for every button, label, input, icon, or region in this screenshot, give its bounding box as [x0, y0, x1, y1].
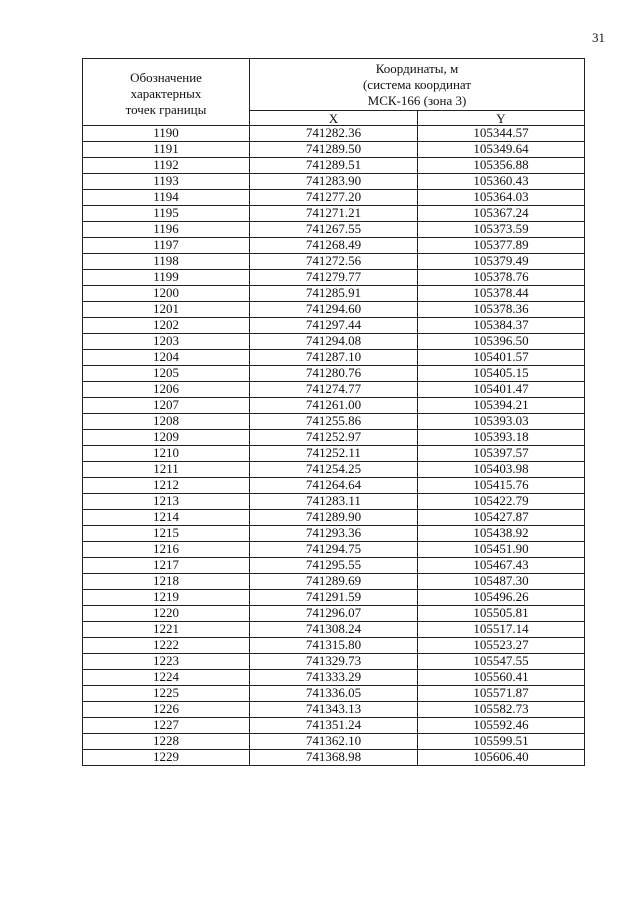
y-coordinate-cell: 105427.87 [418, 510, 585, 526]
x-coordinate-cell: 741252.97 [250, 430, 418, 446]
x-coordinate-cell: 741255.86 [250, 414, 418, 430]
x-coordinate-cell: 741294.08 [250, 334, 418, 350]
y-coordinate-cell: 105438.92 [418, 526, 585, 542]
point-id-cell: 1213 [83, 494, 250, 510]
table-row [83, 734, 585, 750]
x-coordinate-cell: 741296.07 [250, 606, 418, 622]
table-row [83, 302, 585, 318]
x-coordinate-cell: 741362.10 [250, 734, 418, 750]
x-coordinate-cell: 741289.51 [250, 158, 418, 174]
table-row [83, 126, 585, 142]
table-row [83, 622, 585, 638]
y-coordinate-cell: 105560.41 [418, 670, 585, 686]
point-id-cell: 1222 [83, 638, 250, 654]
table-row [83, 558, 585, 574]
point-header-line-2: характерных [130, 86, 202, 101]
table-row [83, 446, 585, 462]
y-coordinate-cell: 105487.30 [418, 574, 585, 590]
table-row [83, 430, 585, 446]
coordinates-table [82, 58, 585, 766]
point-id-cell: 1193 [83, 174, 250, 190]
point-id-cell: 1228 [83, 734, 250, 750]
table-body [83, 126, 585, 766]
y-coordinate-cell: 105378.44 [418, 286, 585, 302]
point-id-cell: 1208 [83, 414, 250, 430]
y-coordinate-cell: 105393.03 [418, 414, 585, 430]
x-coordinate-cell: 741308.24 [250, 622, 418, 638]
table-row [83, 574, 585, 590]
x-coordinate-cell: 741277.20 [250, 190, 418, 206]
x-column-header: X [250, 111, 418, 126]
x-coordinate-cell: 741351.24 [250, 718, 418, 734]
x-coordinate-cell: 741297.44 [250, 318, 418, 334]
y-coordinate-cell: 105523.27 [418, 638, 585, 654]
point-id-cell: 1200 [83, 286, 250, 302]
table-row [83, 238, 585, 254]
table-row [83, 222, 585, 238]
x-coordinate-cell: 741279.77 [250, 270, 418, 286]
table-row [83, 398, 585, 414]
point-id-cell: 1210 [83, 446, 250, 462]
y-coordinate-cell: 105349.64 [418, 142, 585, 158]
x-coordinate-cell: 741329.73 [250, 654, 418, 670]
x-coordinate-cell: 741336.05 [250, 686, 418, 702]
point-id-cell: 1223 [83, 654, 250, 670]
point-id-cell: 1204 [83, 350, 250, 366]
point-id-cell: 1211 [83, 462, 250, 478]
x-coordinate-cell: 741282.36 [250, 126, 418, 142]
point-id-cell: 1209 [83, 430, 250, 446]
y-coordinate-cell: 105582.73 [418, 702, 585, 718]
table-row [83, 382, 585, 398]
table-row [83, 638, 585, 654]
table-row [83, 702, 585, 718]
point-id-cell: 1215 [83, 526, 250, 542]
point-id-cell: 1217 [83, 558, 250, 574]
table-row [83, 254, 585, 270]
point-id-cell: 1199 [83, 270, 250, 286]
table-row [83, 526, 585, 542]
point-id-cell: 1196 [83, 222, 250, 238]
x-coordinate-cell: 741280.76 [250, 366, 418, 382]
point-id-cell: 1195 [83, 206, 250, 222]
y-coordinate-cell: 105393.18 [418, 430, 585, 446]
x-coordinate-cell: 741252.11 [250, 446, 418, 462]
table-row [83, 334, 585, 350]
y-coordinate-cell: 105377.89 [418, 238, 585, 254]
y-coordinate-cell: 105405.15 [418, 366, 585, 382]
point-id-cell: 1218 [83, 574, 250, 590]
x-coordinate-cell: 741294.75 [250, 542, 418, 558]
coords-header-line-1: Координаты, м [375, 60, 459, 76]
point-column-header [83, 59, 250, 126]
y-coordinate-cell: 105496.26 [418, 590, 585, 606]
point-header-line-1: Обозначение [130, 70, 202, 85]
point-id-cell: 1220 [83, 606, 250, 622]
table-row [83, 510, 585, 526]
table-row [83, 270, 585, 286]
table-row [83, 590, 585, 606]
y-coordinate-cell: 105592.46 [418, 718, 585, 734]
point-id-cell: 1212 [83, 478, 250, 494]
table-row [83, 606, 585, 622]
point-id-cell: 1219 [83, 590, 250, 606]
point-id-cell: 1202 [83, 318, 250, 334]
table-row [83, 718, 585, 734]
point-id-cell: 1194 [83, 190, 250, 206]
table-header [83, 59, 585, 126]
x-coordinate-cell: 741289.90 [250, 510, 418, 526]
y-coordinate-cell: 105344.57 [418, 126, 585, 142]
table-row [83, 206, 585, 222]
x-coordinate-cell: 741267.55 [250, 222, 418, 238]
y-coordinate-cell: 105364.03 [418, 190, 585, 206]
table-row [83, 542, 585, 558]
table-row [83, 286, 585, 302]
table-row [83, 350, 585, 366]
x-coordinate-cell: 741333.29 [250, 670, 418, 686]
point-id-cell: 1216 [83, 542, 250, 558]
table-row [83, 670, 585, 686]
y-coordinate-cell: 105394.21 [418, 398, 585, 414]
y-coordinate-cell: 105367.24 [418, 206, 585, 222]
y-coordinate-cell: 105401.47 [418, 382, 585, 398]
x-coordinate-cell: 741287.10 [250, 350, 418, 366]
point-id-cell: 1198 [83, 254, 250, 270]
y-coordinate-cell: 105403.98 [418, 462, 585, 478]
x-coordinate-cell: 741272.56 [250, 254, 418, 270]
y-coordinate-cell: 105517.14 [418, 622, 585, 638]
y-coordinate-cell: 105397.57 [418, 446, 585, 462]
x-coordinate-cell: 741343.13 [250, 702, 418, 718]
y-coordinate-cell: 105547.55 [418, 654, 585, 670]
y-coordinate-cell: 105571.87 [418, 686, 585, 702]
y-coordinate-cell: 105356.88 [418, 158, 585, 174]
point-id-cell: 1203 [83, 334, 250, 350]
coords-header-line-2: (система координат [362, 76, 472, 92]
point-id-cell: 1192 [83, 158, 250, 174]
coords-header-line-3: МСК-166 (зона 3) [367, 92, 467, 108]
point-id-cell: 1201 [83, 302, 250, 318]
table-row [83, 686, 585, 702]
x-coordinate-cell: 741294.60 [250, 302, 418, 318]
table-row [83, 462, 585, 478]
x-coordinate-cell: 741289.69 [250, 574, 418, 590]
point-id-cell: 1229 [83, 750, 250, 766]
point-id-cell: 1225 [83, 686, 250, 702]
table-row [83, 190, 585, 206]
x-coordinate-cell: 741315.80 [250, 638, 418, 654]
y-column-header: Y [418, 111, 585, 126]
point-header-line-3: точек границы [125, 102, 207, 117]
y-coordinate-cell: 105378.36 [418, 302, 585, 318]
y-coordinate-cell: 105384.37 [418, 318, 585, 334]
point-id-cell: 1191 [83, 142, 250, 158]
point-id-cell: 1206 [83, 382, 250, 398]
table-row [83, 174, 585, 190]
y-coordinate-cell: 105373.59 [418, 222, 585, 238]
x-coordinate-cell: 741285.91 [250, 286, 418, 302]
y-coordinate-cell: 105451.90 [418, 542, 585, 558]
y-coordinate-cell: 105396.50 [418, 334, 585, 350]
x-coordinate-cell: 741283.11 [250, 494, 418, 510]
y-coordinate-cell: 105378.76 [418, 270, 585, 286]
y-coordinate-cell: 105467.43 [418, 558, 585, 574]
point-id-cell: 1221 [83, 622, 250, 638]
y-coordinate-cell: 105606.40 [418, 750, 585, 766]
x-coordinate-cell: 741293.36 [250, 526, 418, 542]
y-coordinate-cell: 105379.49 [418, 254, 585, 270]
x-coordinate-cell: 741283.90 [250, 174, 418, 190]
point-id-cell: 1205 [83, 366, 250, 382]
table-row [83, 414, 585, 430]
x-coordinate-cell: 741368.98 [250, 750, 418, 766]
table-row [83, 318, 585, 334]
point-id-cell: 1190 [83, 126, 250, 142]
x-coordinate-cell: 741264.64 [250, 478, 418, 494]
point-id-cell: 1214 [83, 510, 250, 526]
table-row [83, 478, 585, 494]
y-coordinate-cell: 105505.81 [418, 606, 585, 622]
x-coordinate-cell: 741268.49 [250, 238, 418, 254]
y-coordinate-cell: 105360.43 [418, 174, 585, 190]
x-coordinate-cell: 741291.59 [250, 590, 418, 606]
x-coordinate-cell: 741274.77 [250, 382, 418, 398]
table-row [83, 366, 585, 382]
point-id-cell: 1227 [83, 718, 250, 734]
y-coordinate-cell: 105415.76 [418, 478, 585, 494]
y-coordinate-cell: 105401.57 [418, 350, 585, 366]
table-row [83, 750, 585, 766]
page-number: 31 [592, 30, 605, 45]
table-row [83, 494, 585, 510]
x-coordinate-cell: 741254.25 [250, 462, 418, 478]
point-id-cell: 1226 [83, 702, 250, 718]
coordinates-column-header [250, 59, 585, 111]
point-id-cell: 1207 [83, 398, 250, 414]
table-row [83, 654, 585, 670]
y-coordinate-cell: 105599.51 [418, 734, 585, 750]
table-row [83, 158, 585, 174]
table-row [83, 142, 585, 158]
x-coordinate-cell: 741295.55 [250, 558, 418, 574]
x-coordinate-cell: 741289.50 [250, 142, 418, 158]
point-id-cell: 1197 [83, 238, 250, 254]
x-coordinate-cell: 741261.00 [250, 398, 418, 414]
y-coordinate-cell: 105422.79 [418, 494, 585, 510]
point-id-cell: 1224 [83, 670, 250, 686]
x-coordinate-cell: 741271.21 [250, 206, 418, 222]
